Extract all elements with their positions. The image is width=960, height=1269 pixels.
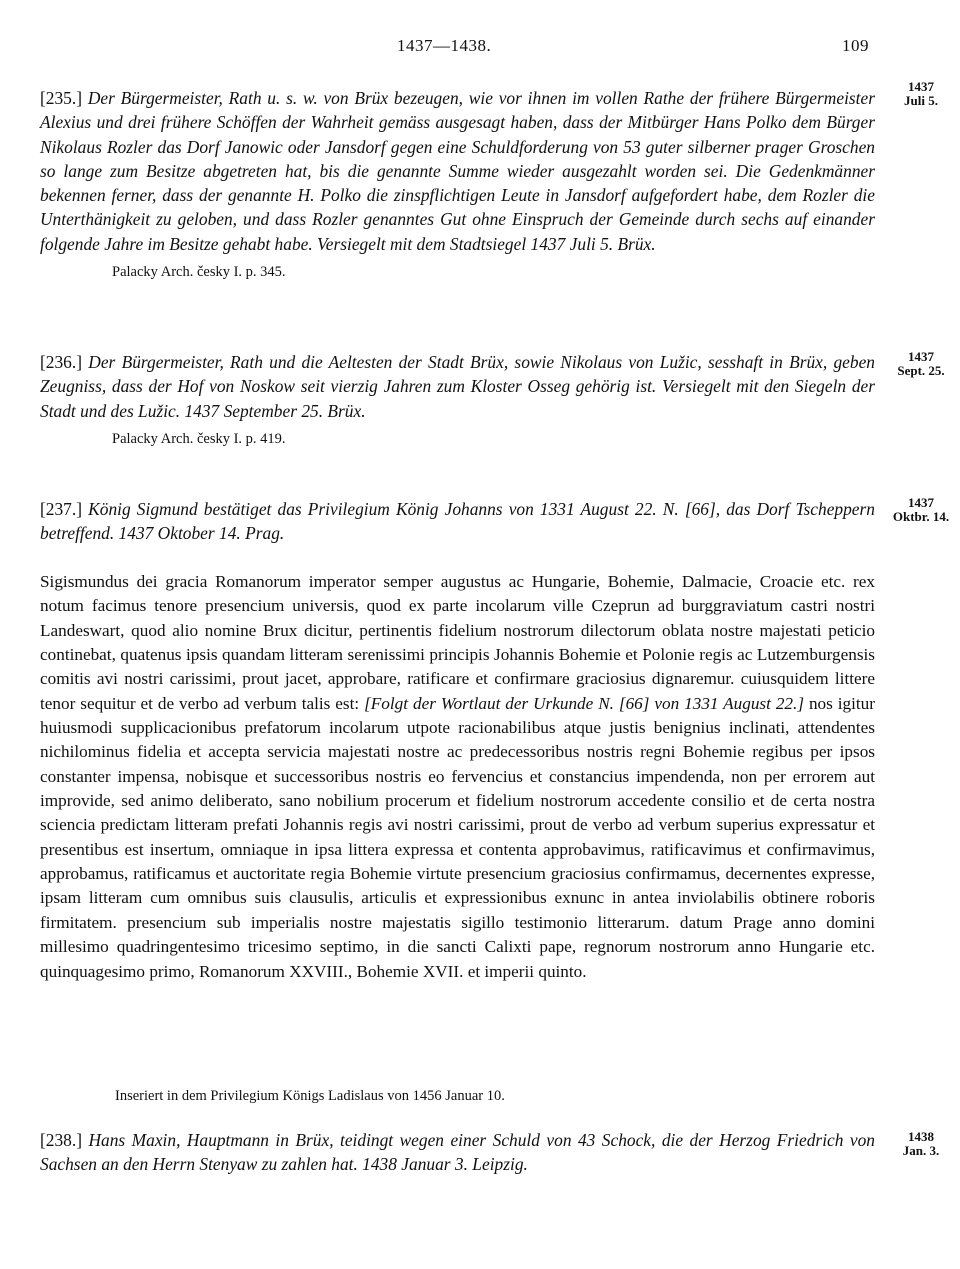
entry-238-summary: [40, 1128, 875, 1177]
entry-237-summary: [40, 497, 875, 546]
entry-237-number: [237.]: [40, 499, 83, 519]
margin-date-237: [888, 496, 954, 524]
margin-date-238-year: 1438: [908, 1129, 934, 1144]
entry-236: [40, 350, 875, 449]
running-head: [0, 36, 960, 60]
margin-date-238: [888, 1130, 954, 1158]
margin-date-235: [888, 80, 954, 108]
entry-235-citation: Palacky Arch. česky I. p. 345.: [112, 264, 286, 281]
margin-date-236-year: 1437: [908, 349, 934, 364]
entry-238-text: Hans Maxin, Hauptmann in Brüx, teidingt wegen einer Schuld von 43 Schock, die der Herzog Friedrich von Sachsen an den Herrn Stenyaw zu zahlen hat. 1438 Januar 3. Leipzig.: [40, 1130, 875, 1175]
running-head-years: 1437—1438.: [397, 36, 492, 55]
entry-236-text: Der Bürgermeister, Rath und die Aeltesten der Stadt Brüx, sowie Nikolaus von Lužic, sesshaft in Brüx, geben Zeugniss, dass der Hof von Noskow seit vierzig Jahren zum Kloster Osseg gehörig ist. Versiegelt mit den Siegeln der Stadt und des Lužic. 1437 September 25. Brüx.: [40, 352, 875, 421]
margin-date-235-day: Juli 5.: [904, 93, 938, 108]
margin-date-238-day: Jan. 3.: [902, 1143, 940, 1158]
charter-note: Inseriert in dem Privilegium Königs Ladislaus von 1456 Januar 10.: [115, 1088, 505, 1104]
margin-date-236: [888, 350, 954, 378]
entry-236-citation: Palacky Arch. česky I. p. 419.: [112, 430, 286, 447]
entry-235: [40, 86, 875, 282]
entry-235-summary: [40, 86, 875, 256]
charter-text: [40, 570, 875, 984]
charter-text-after: nos igitur huiusmodi supplicacionibus prefatorum incolarum utpote racionabilibus atque justis benignius inclinati, attendentes nichilominus fidelia et accepta servicia majestati nostre ac predecessoribus nostris regni Bohemie regibus per ipsos constanter impensa, nobisque et successoribus nostris eo fervencius et constancius impendenda, non per errorem aut improvide, sed animo deliberato, sano nobilium procerum et fidelium nostrorum accedente consilio et de certa nostra sciencia predictam litteram prefati Johannis regis avi nostri carissimi, prout de verbo ad verbum superius expressatur et presentibus est insertum, omniaque in ipsa littera expressa et contenta approbavimus, ratificavimus et confirmavimus, approbamus, ratificamus et auctoritate regia Bohemie virtute presencium graciosius confirmamus, decernentes expresse, ipsam litteram cum omnibus suis clausulis, articulis et expressionibus exnunc in antea inviolabilis obtinere roboris firmitatem. presencium sub imperialis nostre majestatis sigillo testimonio litterarum. datum Prage anno domini millesimo quadringentesimo tricesimo septimo, in die sancti Calixti pape, regnorum nostrorum anno Hungarie etc. quinquagesimo primo, Romanorum XXVIII., Bohemie XVII. et imperii quinto.: [40, 693, 876, 981]
entry-236-summary: [40, 350, 875, 423]
page-number: 109: [842, 36, 869, 55]
margin-date-237-year: 1437: [908, 495, 934, 510]
margin-date-236-day: Sept. 25.: [897, 363, 945, 378]
entry-238-number: [238.]: [40, 1130, 83, 1150]
entry-235-text: Der Bürgermeister, Rath u. s. w. von Brüx bezeugen, wie vor ihnen im vollen Rathe der frühere Bürgermeister Alexius und drei frühere Schöffen der Wahrheit gemäss ausgesagt haben, dass der Mitbürger Hans Polko dem Bürger Nikolaus Rozler das Dorf Janowic oder Jansdorf gegen eine Schuldforderung von 53 guter silberner prager Groschen so lange zum Besitze abgetreten hat, bis die genannte Summe wieder ausgezahlt worden sei. Die Gedenkmänner bekennen ferner, dass der genannte H. Polko die zinspflichtigen Leute in Jansdorf aufgefordert habe, dem Rozler die Unterthänigkeit zu geloben, und dass Rozler genanntes Gut ohne Einspruch der Gemeinde durch sechs auf einander folgende Jahre im Besitze gehabt habe. Versiegelt mit dem Stadtsiegel 1437 Juli 5. Brüx.: [40, 88, 875, 254]
entry-237-text: König Sigmund bestätiget das Privilegium König Johanns von 1331 August 22. N. [66], das Dorf Tscheppern betreffend. 1437 Oktober 14. Prag.: [40, 499, 875, 544]
charter-text-before: Sigismundus dei gracia Romanorum imperator semper augustus ac Hungarie, Bohemie, Dalmacie, Croacie etc. rex notum facimus tenore presencium universis, quod ex parte incolarum ville Czeprun ad burggraviatum castri nostri Landeswart, quod alio nomine Brux dicitur, pertinentis fidelium nostrorum dilectorum oblata nostre majestati peticio continebat, quatenus ipsis quandam litteram serenissimi principis Johannis Bohemie et Polonie regis ac Lutzemburgensis comitis avi nostri carissimi, prout jacet, approbare, ratificare et confirmare graciosius dignaremur. cuiusquidem littere tenor sequitur et de verbo ad verbum talis est:: [40, 572, 875, 713]
margin-date-237-day: Oktbr. 14.: [892, 509, 950, 524]
entry-235-number: [235.]: [40, 88, 83, 108]
charter-insert: [Folgt der Wortlaut der Urkunde N. [66] von 1331 August 22.]: [364, 693, 805, 713]
entry-236-number: [236.]: [40, 352, 83, 372]
entry-238: [40, 1128, 875, 1177]
entry-237: [40, 497, 875, 546]
margin-date-235-year: 1437: [908, 79, 934, 94]
